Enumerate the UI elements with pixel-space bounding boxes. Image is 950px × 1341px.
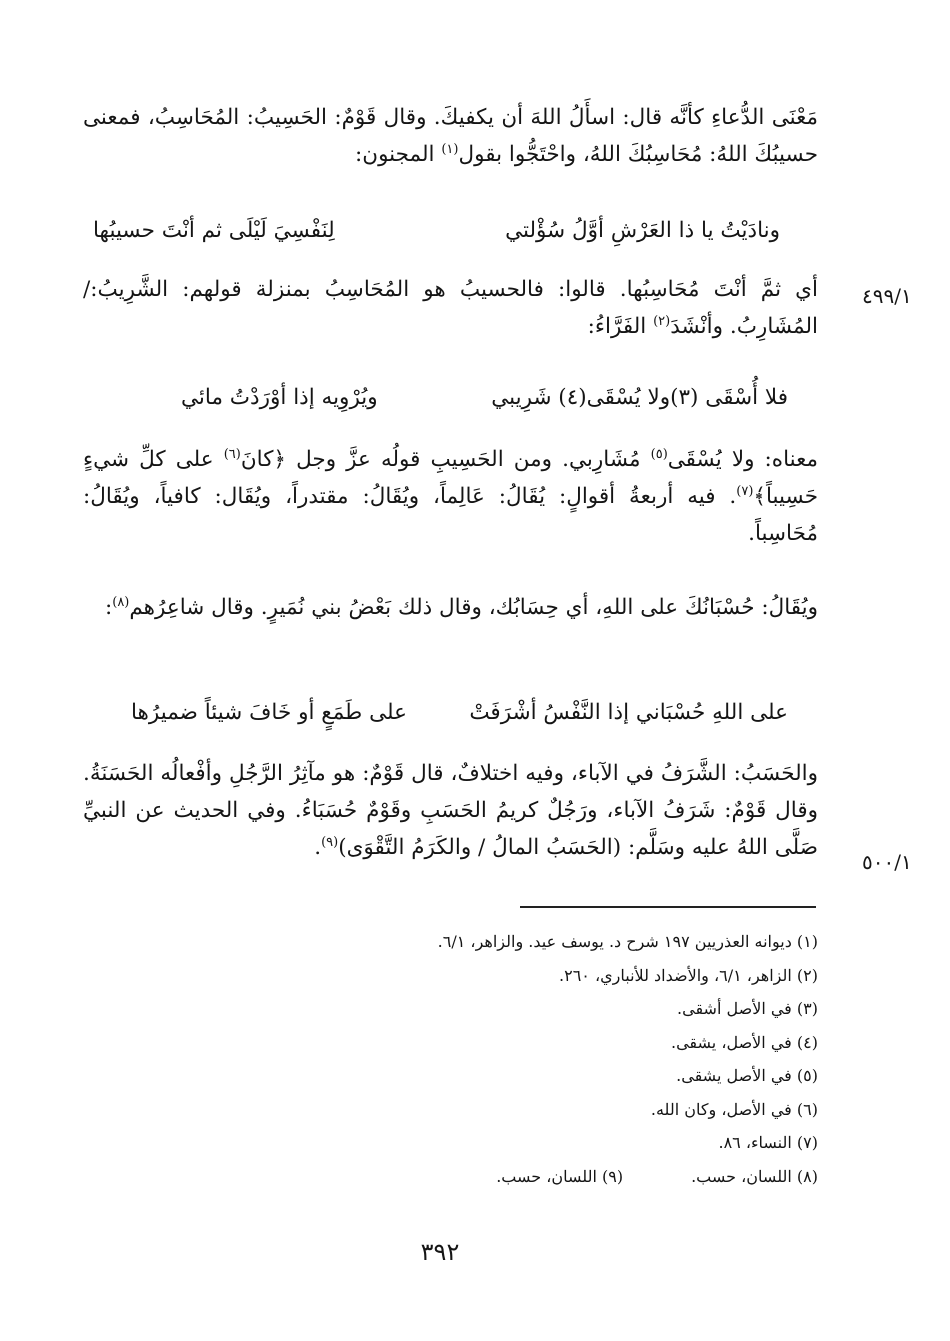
verse-line-1 bbox=[83, 218, 818, 243]
footnotes-list bbox=[83, 925, 818, 1193]
paragraph-text: مُشَارِبي. ومن الحَسِيبِ قولُه عزَّ وجل ﴿كانَ bbox=[240, 447, 651, 472]
paragraph-text: المجنون: bbox=[355, 141, 442, 167]
footnote-text: (٧) النساء، ٨٦. bbox=[718, 1133, 818, 1152]
margin-reference: ٤٩٩/١ bbox=[862, 284, 912, 308]
footnote-marker: (٩) bbox=[321, 834, 339, 850]
footnote-text: (٢) الزاهر، ٦/١، والأضداد للأنباري، ٢٦٠. bbox=[559, 965, 818, 985]
footnote-marker: (٢) bbox=[653, 313, 671, 329]
footnote-item bbox=[83, 1160, 818, 1194]
footnote-item bbox=[83, 1059, 818, 1093]
verse-first-hemistich: ونادَيْتُ يا ذا العَرْشِ أوَّلُ سُؤْلتي bbox=[505, 218, 780, 243]
footnote-text: (٦) في الأصل، وكان الله. bbox=[650, 1099, 818, 1119]
verse-second-hemistich: لِنَفْسِيَ لَيْلَى ثم أنْتَ حسيبُها bbox=[93, 218, 335, 243]
verse-first-hemistich: فلا أُسْقَى (٣)ولا يُسْقَى(٤) شَرِيبي bbox=[491, 385, 788, 410]
footnote-item bbox=[83, 1026, 818, 1060]
footnote-marker: (٧) bbox=[736, 483, 754, 499]
paragraph-text: على كلِّ شيءٍ حَسِيباً﴾ bbox=[83, 447, 818, 509]
footnote-text: (٥) في الأصل يشقى. bbox=[676, 1066, 818, 1085]
paragraph-4 bbox=[83, 590, 818, 627]
footnote-marker: (٦) bbox=[223, 446, 241, 462]
margin-reference: ٥٠٠/١ bbox=[862, 850, 912, 874]
verse-second-hemistich: ويُرْوِيه إذا أوْرَدْتُ مائي bbox=[181, 385, 378, 410]
paragraph-3 bbox=[83, 442, 818, 553]
footnote-item bbox=[83, 959, 818, 993]
footnote-item bbox=[83, 925, 818, 959]
verse-first-hemistich: على اللهِ حُسْبَاني إذا النَّفْسُ أشْرَفَتْ bbox=[469, 700, 788, 725]
footnote-text: (٣) في الأصل أشقى. bbox=[677, 999, 818, 1018]
paragraph-5 bbox=[83, 756, 818, 867]
footnote-separator bbox=[520, 906, 816, 908]
footnote-text: (٩) اللسان، حسب. bbox=[496, 1166, 624, 1186]
paragraph-text: والحَسَبُ: الشَّرَفُ في الآباء، وفيه اختلافٌ، قال قَوْمٌ: هو مآثِرُ الرَّجُلِ وأفْعالُه الحَسَنَةُ. وقال قَوْمٌ: شَرَفُ الآباء، ورَجُلٌ كريمُ الحَسَبِ وقَوْمٌ حُسَبَاءُ. وفي الحديث عن النبيِّ صَلَّى اللهُ عليه وسَلَّم: (الحَسَبُ المالُ / والكَرَمُ التَّقْوَى) bbox=[83, 761, 818, 860]
footnote-item bbox=[83, 1126, 818, 1160]
footnote-text: (٨) اللسان، حسب. bbox=[691, 1166, 818, 1186]
paragraph-text: أي ثمَّ أنْتَ مُحَاسِبُها. قالوا: فالحسيبُ هو المُحَاسِبُ بمنزلة قولهم: الشَّرِيبُ:/ المُشَارِبُ. وأنْشَدَ bbox=[83, 277, 818, 339]
footnote-marker: (٥) bbox=[650, 446, 668, 462]
verse-line-3 bbox=[83, 700, 818, 725]
verse-line-2 bbox=[83, 385, 818, 410]
paragraph-text: مَعْنَى الدُّعاءِ كأنَّه قال: اسأَلُ اللهَ أن يكفيكَ. وقال قَوْمٌ: الحَسِيبُ: المُحَاسِبُ، فمعنى حسيبُكَ اللهُ: مُحَاسِبُكَ اللهُ، واحْتَجُّوا بقول bbox=[83, 105, 818, 167]
paragraph-text: معناه: ولا يُسْقَى bbox=[667, 447, 818, 472]
paragraph-1 bbox=[83, 100, 818, 174]
paragraph-text: . bbox=[314, 834, 322, 860]
page-number: ٣٩٢ bbox=[420, 1238, 460, 1266]
footnote-text: (٤) في الأصل، يشقى. bbox=[670, 1032, 818, 1052]
footnote-item bbox=[83, 1093, 818, 1127]
paragraph-text: : bbox=[104, 595, 113, 620]
paragraph-text: ويُقَالُ: حُسْبَانُكَ على اللهِ، أي حِسَابُك، وقال ذلك بَعْضُ بني نُمَيرٍ. وقال شاعِرُهم bbox=[129, 595, 818, 620]
verse-second-hemistich: على طَمَعٍ أو خَافَ شيئاً ضميرُها bbox=[131, 700, 407, 725]
footnote-item bbox=[83, 992, 818, 1026]
footnote-marker: (٨) bbox=[112, 594, 130, 610]
footnote-text: (١) ديوانه العذريين ١٩٧ شرح د. يوسف عيد. والزاهر، ٦/١. bbox=[437, 932, 818, 951]
paragraph-2 bbox=[83, 272, 818, 346]
paragraph-text: . فيه أربعةُ أقوالٍ: يُقَالُ: عَالِماً، ويُقَالُ: مقتدراً، ويُقَال: كافياً، ويُقَالُ: مُحَاسِباً. bbox=[83, 483, 818, 546]
footnote-marker: (١) bbox=[441, 141, 459, 157]
paragraph-text: الفَرَّاءُ: bbox=[587, 313, 654, 339]
